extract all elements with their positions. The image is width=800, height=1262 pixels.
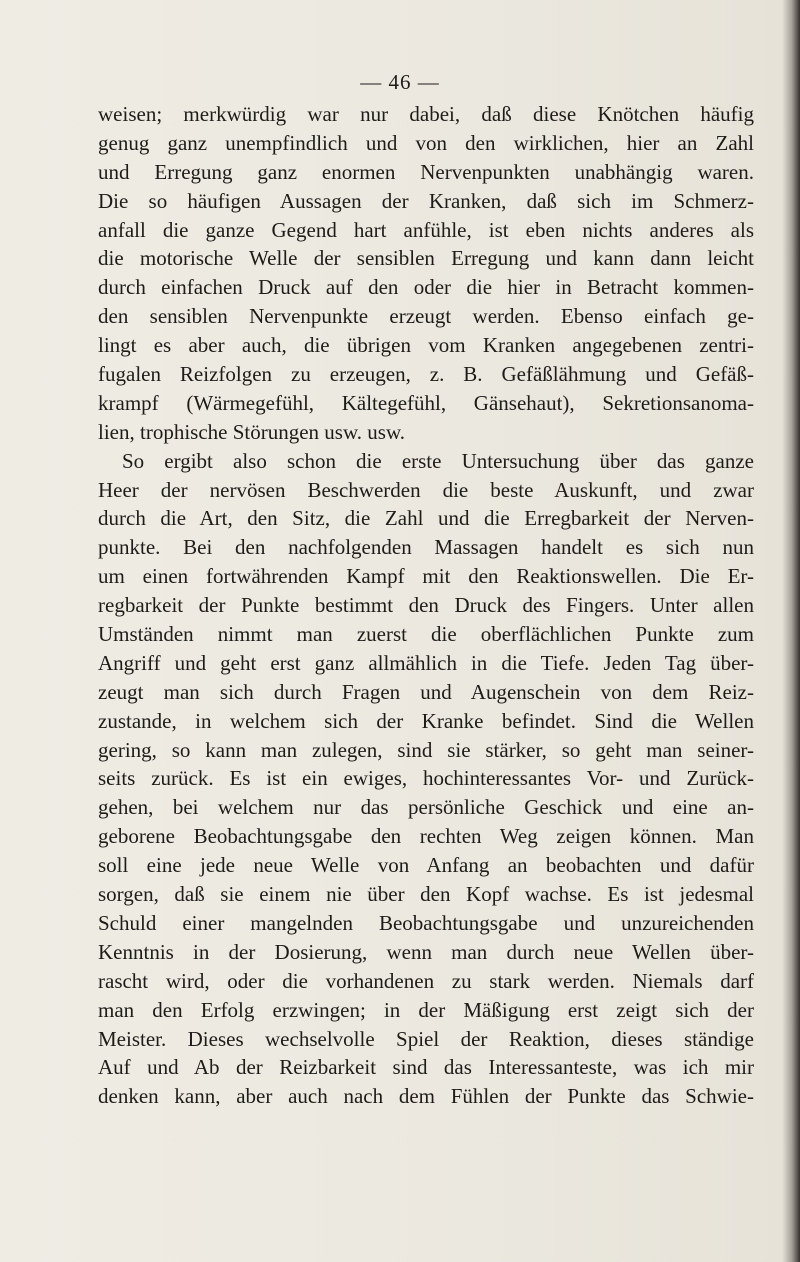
text-line: sorgen, daß sie einem nie über den Kopf wachse. Es ist jedesmal: [98, 882, 754, 907]
text-line: weisen; merkwürdig war nur dabei, daß diese Knötchen häufig: [98, 102, 754, 126]
text-line: lingt es aber auch, die übrigen vom Kranken angegebenen zentri-: [98, 333, 754, 358]
text-line: punkte. Bei den nachfolgenden Massagen handelt es sich nun: [98, 535, 754, 560]
body-text: [98, 100, 754, 1111]
text-line: durch einfachen Druck auf den oder die hier in Betracht kommen-: [98, 275, 754, 300]
text-line: krampf (Wärmegefühl, Kältegefühl, Gänsehaut), Sekretionsanoma-: [98, 390, 754, 415]
text-line: durch die Art, den Sitz, die Zahl und die Erregbarkeit der Nerven-: [98, 506, 754, 531]
text-line: fugalen Reizfolgen zu erzeugen, z. B. Gefäßlähmung und Gefäß-: [98, 362, 754, 387]
text-line: die motorische Welle der sensiblen Erregung und kann dann leicht: [98, 246, 754, 271]
text-line: gehen, bei welchem nur das persönliche Geschick und eine an-: [98, 795, 754, 820]
page-edge-shadow: [782, 0, 800, 1262]
paragraph-start-line: So ergibt also schon die erste Untersuchung über das ganze: [122, 448, 754, 473]
text-line: zeugt man sich durch Fragen und Augenschein von dem Reiz-: [98, 679, 754, 704]
text-line: den sensiblen Nervenpunkte erzeugt werden. Ebenso einfach ge-: [98, 304, 754, 329]
text-line: man den Erfolg erzwingen; in der Mäßigung erst zeigt sich der: [98, 997, 754, 1022]
text-line: zustande, in welchem sich der Kranke befindet. Sind die Wellen: [98, 708, 754, 733]
text-line: Heer der nervösen Beschwerden die beste Auskunft, und zwar: [98, 477, 754, 502]
page-number: — 46 —: [360, 70, 440, 94]
text-line: genug ganz unempfindlich und von den wirklichen, hier an Zahl: [98, 130, 754, 155]
paragraph-end-line: lien, trophische Störungen usw. usw.: [98, 419, 405, 444]
text-line: Die so häufigen Aussagen der Kranken, daß sich im Schmerz-: [98, 188, 754, 213]
text-line: Angriff und geht erst ganz allmählich in die Tiefe. Jeden Tag über-: [98, 650, 754, 675]
text-line: und Erregung ganz enormen Nervenpunkten unabhängig waren.: [98, 159, 754, 184]
text-line: soll eine jede neue Welle von Anfang an beobachten und dafür: [98, 853, 754, 878]
text-line: regbarkeit der Punkte bestimmt den Druck des Fingers. Unter allen: [98, 593, 754, 618]
text-line: anfall die ganze Gegend hart anfühle, ist eben nichts anderes als: [98, 217, 754, 242]
text-line: Auf und Ab der Reizbarkeit sind das Interessanteste, was ich mir: [98, 1055, 754, 1080]
text-line: seits zurück. Es ist ein ewiges, hochinteressantes Vor- und Zurück-: [98, 766, 754, 791]
text-line: um einen fortwährenden Kampf mit den Reaktionswellen. Die Er-: [98, 564, 754, 589]
text-line: Meister. Dieses wechselvolle Spiel der Reaktion, dieses ständige: [98, 1026, 754, 1051]
text-line: Kenntnis in der Dosierung, wenn man durch neue Wellen über-: [98, 939, 754, 964]
text-line: rascht wird, oder die vorhandenen zu stark werden. Niemals darf: [98, 968, 754, 993]
text-line: Umständen nimmt man zuerst die oberflächlichen Punkte zum: [98, 622, 754, 647]
text-line: geborene Beobachtungsgabe den rechten Weg zeigen können. Man: [98, 824, 754, 849]
text-line: denken kann, aber auch nach dem Fühlen der Punkte das Schwie-: [98, 1084, 754, 1109]
text-line: Schuld einer mangelnden Beobachtungsgabe und unzureichenden: [98, 910, 754, 935]
text-line: gering, so kann man zulegen, sind sie stärker, so geht man seiner-: [98, 737, 754, 762]
